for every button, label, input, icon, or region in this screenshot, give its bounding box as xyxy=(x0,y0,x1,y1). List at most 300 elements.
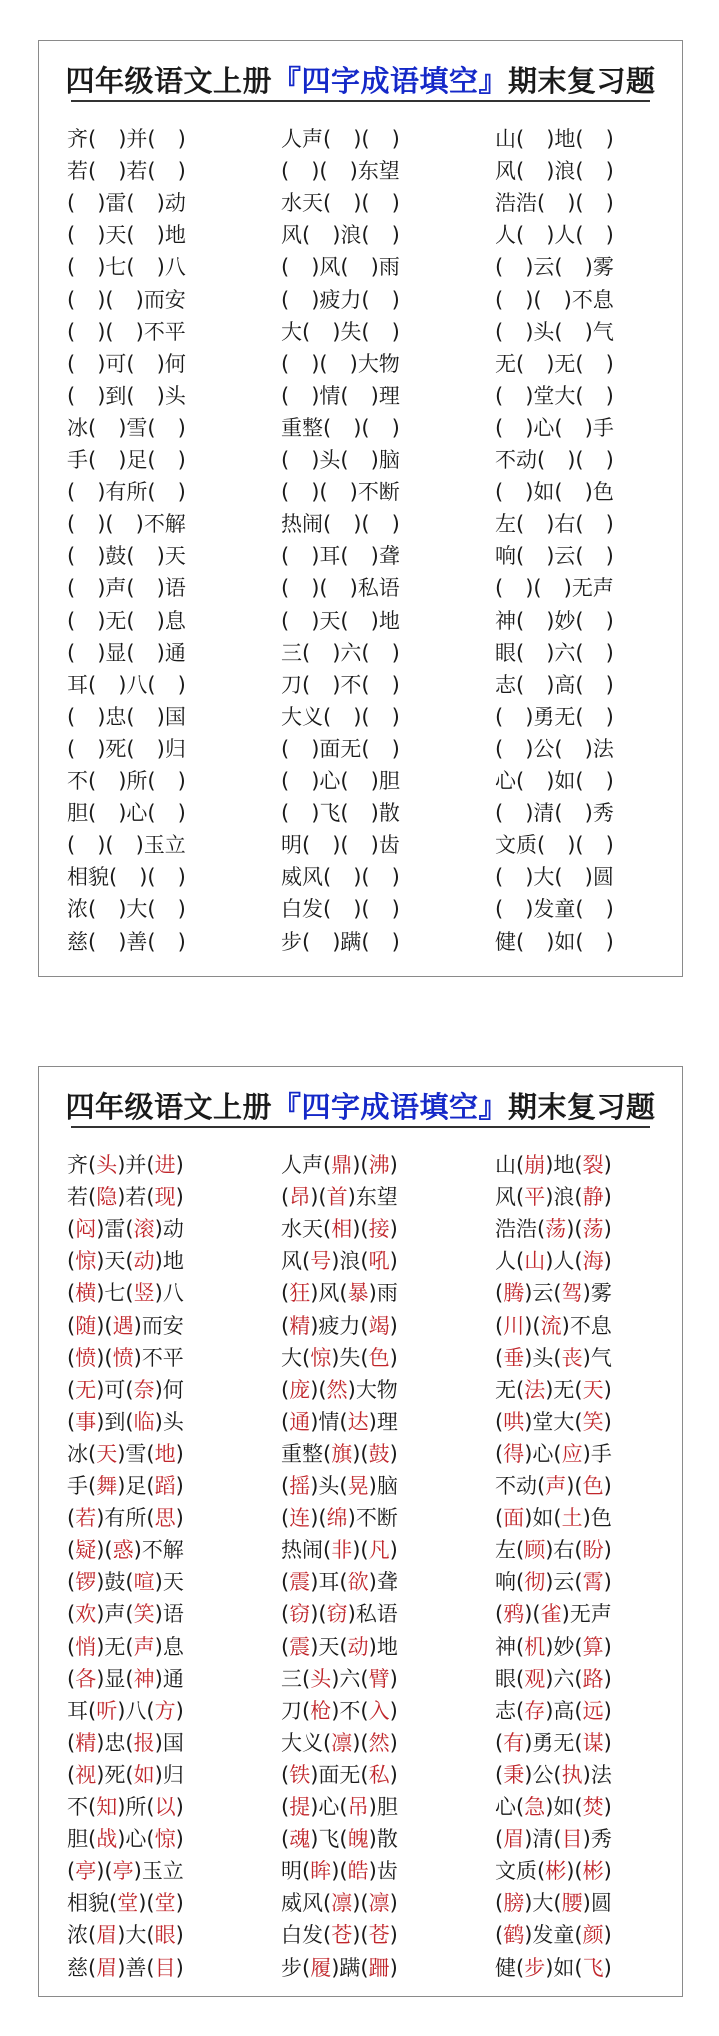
paren-close: ) xyxy=(310,1570,319,1595)
paren-close: ) xyxy=(311,544,320,569)
idiom-char: 神 xyxy=(495,1634,516,1659)
answer-char: 报 xyxy=(133,1730,155,1755)
paren-open: ( xyxy=(516,223,525,248)
answer-char: 各 xyxy=(75,1666,97,1691)
answer-char: 履 xyxy=(310,1955,332,1980)
answer-char: 腰 xyxy=(561,1891,583,1916)
idiom-item xyxy=(67,444,186,476)
paren-close: ) xyxy=(331,1666,340,1691)
title-prefix: 四年级语文上册 xyxy=(65,64,272,98)
paren-open: ( xyxy=(516,544,525,569)
idiom-item xyxy=(495,572,614,604)
paren-open: ( xyxy=(67,223,76,248)
idiom-char: 风 xyxy=(281,1249,302,1274)
paren-open: ( xyxy=(516,640,525,665)
paren-open: ( xyxy=(67,1634,76,1659)
idiom-char: 威风 xyxy=(281,1891,323,1916)
paren-open: ( xyxy=(67,1506,76,1531)
idiom-char: 若 xyxy=(67,1185,88,1210)
idiom-item xyxy=(281,1310,398,1342)
idiom-item xyxy=(281,316,400,348)
answer-char: 得 xyxy=(503,1441,525,1466)
idiom-item xyxy=(281,444,400,476)
idiom-item xyxy=(495,1502,612,1534)
idiom-item xyxy=(67,219,186,251)
paren-close: ) xyxy=(117,1698,126,1723)
paren-open: ( xyxy=(146,1506,155,1531)
answer-char: 疑 xyxy=(75,1538,97,1563)
idiom-char: 心 xyxy=(319,769,341,793)
answer-char: 首 xyxy=(326,1185,348,1210)
answer-char: 入 xyxy=(368,1698,390,1723)
idiom-item xyxy=(67,380,186,412)
idiom-char: 归 xyxy=(162,1762,184,1787)
paren-close: ) xyxy=(545,1249,554,1274)
idiom-char: 风 xyxy=(495,1185,516,1210)
paren-open: ( xyxy=(516,1795,525,1819)
paren-open: ( xyxy=(323,865,332,890)
paren-open: ( xyxy=(340,448,349,472)
paren-close: ) xyxy=(156,223,165,248)
paren-open: ( xyxy=(323,1217,332,1242)
paren-open: ( xyxy=(495,1409,504,1434)
idiom-item xyxy=(281,1245,398,1277)
idiom-char: 通 xyxy=(164,640,186,665)
idiom-char: 齿 xyxy=(378,833,400,858)
idiom-char: 天 xyxy=(162,1570,184,1595)
paren-close: ) xyxy=(154,1570,163,1595)
paren-open: ( xyxy=(302,223,311,248)
paren-open: ( xyxy=(575,929,584,954)
idiom-item xyxy=(495,187,614,219)
paren-close: ) xyxy=(584,865,593,890)
paren-open: ( xyxy=(323,127,332,151)
paren-close: ) xyxy=(389,1955,398,1980)
paren-close: ) xyxy=(177,159,186,184)
paren-open: ( xyxy=(495,255,504,280)
paren-open: ( xyxy=(361,736,370,761)
answer-char: 听 xyxy=(96,1698,118,1723)
idiom-item xyxy=(281,187,400,219)
paren-open: ( xyxy=(146,1185,155,1210)
idiom-char: 圆 xyxy=(592,865,614,890)
paren-open: ( xyxy=(126,191,135,216)
idiom-item xyxy=(281,1823,398,1855)
paren-open: ( xyxy=(574,1666,583,1691)
idiom-char: 东望 xyxy=(355,1185,398,1210)
paren-open: ( xyxy=(125,1634,134,1659)
paren-open: ( xyxy=(318,1506,327,1531)
paren-open: ( xyxy=(67,1281,76,1306)
paren-open: ( xyxy=(574,1377,583,1402)
idiom-char: 忠 xyxy=(104,1730,126,1755)
paren-open: ( xyxy=(323,512,332,537)
paren-close: ) xyxy=(605,769,614,793)
idiom-char: 疲力 xyxy=(319,287,362,312)
paren-open: ( xyxy=(537,833,546,858)
answer-char: 秉 xyxy=(503,1762,525,1787)
paren-close: ) xyxy=(605,223,614,248)
idiom-item xyxy=(67,572,186,604)
paren-open: ( xyxy=(88,1795,97,1819)
answer-char: 彻 xyxy=(524,1570,546,1595)
paren-close: ) xyxy=(389,1762,398,1787)
idiom-item xyxy=(495,476,614,508)
paren-open: ( xyxy=(88,1923,97,1948)
answer-char: 焚 xyxy=(582,1795,604,1819)
idiom-item xyxy=(67,637,186,669)
idiom-char: 雨 xyxy=(378,255,400,280)
idiom-item xyxy=(495,1887,612,1919)
paren-close: ) xyxy=(156,576,165,601)
paren-close: ) xyxy=(349,351,358,376)
paren-close: ) xyxy=(332,319,341,344)
paren-close: ) xyxy=(154,1249,163,1274)
idiom-char: 大义 xyxy=(281,704,323,729)
paren-open: ( xyxy=(302,1859,311,1884)
paren-close: ) xyxy=(117,1923,126,1948)
idiom-char: 秀 xyxy=(592,801,614,826)
idiom-char: 地 xyxy=(164,223,186,248)
paren-open: ( xyxy=(323,191,332,216)
idiom-char: 所 xyxy=(125,1795,147,1819)
idiom-item xyxy=(495,1277,612,1309)
idiom-char: 堂大 xyxy=(532,1409,575,1434)
idiom-item xyxy=(495,669,614,701)
idiom-item xyxy=(67,1374,184,1406)
paren-close: ) xyxy=(177,415,186,440)
idiom-char: 如 xyxy=(532,1506,554,1531)
paren-open: ( xyxy=(516,1634,525,1659)
answer-char: 苍 xyxy=(331,1923,353,1948)
paren-open: ( xyxy=(88,159,97,184)
answer-char: 丧 xyxy=(561,1345,583,1370)
paren-close: ) xyxy=(546,512,555,537)
paren-close: ) xyxy=(389,1441,398,1466)
answer-char: 颜 xyxy=(582,1923,604,1948)
paren-open: ( xyxy=(575,159,584,184)
paren-close: ) xyxy=(368,1827,377,1852)
idiom-item xyxy=(495,1406,612,1438)
idiom-char: 大物 xyxy=(355,1377,398,1402)
idiom-item xyxy=(67,1823,184,1855)
paren-open: ( xyxy=(146,1923,155,1948)
answer-char: 算 xyxy=(582,1634,604,1659)
paren-close: ) xyxy=(175,1923,184,1948)
idiom-char: 雾 xyxy=(590,1281,612,1306)
paren-close: ) xyxy=(310,1313,319,1338)
idiom-char: 玉立 xyxy=(143,833,186,858)
idiom-char: 水天 xyxy=(281,191,323,216)
paren-close: ) xyxy=(545,1955,554,1980)
paren-open: ( xyxy=(67,1249,76,1274)
paren-close: ) xyxy=(154,1409,163,1434)
paren-open: ( xyxy=(318,1185,327,1210)
paren-close: ) xyxy=(349,576,358,601)
idiom-char: 蹒 xyxy=(340,929,362,954)
paren-open: ( xyxy=(302,929,311,954)
idiom-char: 堂大 xyxy=(533,383,576,408)
answer-char: 吊 xyxy=(347,1795,369,1819)
paren-close: ) xyxy=(353,897,362,922)
paren-close: ) xyxy=(311,576,320,601)
paren-close: ) xyxy=(391,512,400,537)
idiom-char: 重整 xyxy=(281,415,323,440)
answer-char: 法 xyxy=(524,1377,546,1402)
answer-char: 盼 xyxy=(582,1538,604,1563)
answer-char: 头 xyxy=(96,1153,118,1177)
paren-close: ) xyxy=(349,480,358,505)
idiom-char: 不解 xyxy=(143,512,186,537)
idiom-char: 地 xyxy=(553,1153,575,1177)
idiom-char: 文质 xyxy=(495,833,537,858)
paren-close: ) xyxy=(175,1506,184,1531)
idiom-char: 风 xyxy=(318,1281,340,1306)
idiom-item xyxy=(281,1887,398,1919)
idiom-char: 死 xyxy=(104,1762,126,1787)
paren-close: ) xyxy=(175,1474,184,1498)
answer-char: 天 xyxy=(582,1377,604,1402)
paren-open: ( xyxy=(281,448,290,472)
answer-char: 动 xyxy=(133,1249,155,1274)
idiom-char: 风 xyxy=(319,255,341,280)
paren-close: ) xyxy=(389,1538,398,1563)
idiom-item xyxy=(67,669,186,701)
paren-open: ( xyxy=(323,1891,332,1916)
paren-open: ( xyxy=(361,897,370,922)
paren-close: ) xyxy=(96,1281,105,1306)
idiom-char: 八 xyxy=(164,255,186,280)
idiom-char: 勇无 xyxy=(533,704,576,729)
idiom-char: 大物 xyxy=(357,351,400,376)
paren-open: ( xyxy=(323,1441,332,1466)
answer-char: 狂 xyxy=(289,1281,311,1306)
paren-open: ( xyxy=(495,1923,504,1948)
paren-open: ( xyxy=(574,1923,583,1948)
paren-open: ( xyxy=(88,415,97,440)
idiom-item xyxy=(281,1759,398,1791)
idiom-item xyxy=(67,733,186,765)
paren-open: ( xyxy=(516,1185,525,1210)
idiom-item xyxy=(67,797,186,829)
paren-close: ) xyxy=(605,672,614,697)
answer-char: 临 xyxy=(133,1409,155,1434)
idiom-char: 不 xyxy=(67,769,88,793)
paren-close: ) xyxy=(525,383,534,408)
idiom-char: 何 xyxy=(162,1377,184,1402)
paren-close: ) xyxy=(605,929,614,954)
idiom-char: 无 xyxy=(495,1377,516,1402)
answer-char: 滚 xyxy=(133,1217,155,1242)
idiom-char: 刀 xyxy=(281,672,302,697)
paren-open: ( xyxy=(281,801,290,826)
paren-close: ) xyxy=(331,1249,340,1274)
paren-open: ( xyxy=(126,223,135,248)
paren-open: ( xyxy=(575,127,584,151)
idiom-item xyxy=(67,605,186,637)
paren-close: ) xyxy=(545,1698,554,1723)
idiom-char: 何 xyxy=(164,351,186,376)
answer-char: 观 xyxy=(524,1666,546,1691)
paren-open: ( xyxy=(146,1474,155,1498)
paren-close: ) xyxy=(97,512,106,537)
idiom-char: 明 xyxy=(281,1859,302,1884)
paren-close: ) xyxy=(546,672,555,697)
paren-open: ( xyxy=(575,223,584,248)
paren-open: ( xyxy=(67,608,76,633)
title-highlight: 『四字成语填空』 xyxy=(271,1090,508,1124)
idiom-item xyxy=(67,1855,184,1887)
paren-open: ( xyxy=(67,736,76,761)
idiom-char: 语 xyxy=(162,1602,184,1627)
paren-close: ) xyxy=(311,769,320,793)
paren-open: ( xyxy=(302,1698,311,1723)
paren-close: ) xyxy=(525,576,534,601)
title-underline xyxy=(71,1126,650,1128)
paren-open: ( xyxy=(537,191,546,216)
idiom-char: 耳 xyxy=(319,544,341,569)
paren-close: ) xyxy=(391,127,400,151)
idiom-char: 失 xyxy=(340,319,362,344)
paren-close: ) xyxy=(603,1538,612,1563)
idiom-item xyxy=(495,1181,612,1213)
paren-open: ( xyxy=(339,1827,348,1852)
idiom-item xyxy=(67,1277,184,1309)
answer-char: 眉 xyxy=(96,1923,118,1948)
idiom-item xyxy=(281,123,400,155)
answer-char: 远 xyxy=(582,1698,604,1723)
idiom-char: 心 xyxy=(495,769,516,793)
paren-close: ) xyxy=(389,1313,398,1338)
idiom-char: 色 xyxy=(590,1506,612,1531)
idiom-char: 无 xyxy=(554,351,576,376)
idiom-char: 不断 xyxy=(355,1506,398,1531)
paren-close: ) xyxy=(524,1891,533,1916)
idiom-item xyxy=(67,1566,184,1598)
answer-char: 闷 xyxy=(75,1217,97,1242)
paren-close: ) xyxy=(605,383,614,408)
title-underline xyxy=(71,100,650,102)
answer-char: 裂 xyxy=(582,1153,604,1177)
answer-char: 非 xyxy=(331,1538,353,1563)
paren-close: ) xyxy=(525,704,534,729)
idiom-char: 不息 xyxy=(569,1313,612,1338)
paren-open: ( xyxy=(339,1474,348,1498)
paren-close: ) xyxy=(525,736,534,761)
paren-open: ( xyxy=(516,1538,525,1563)
idiom-item xyxy=(281,1663,398,1695)
idiom-char: 白发 xyxy=(281,897,323,922)
paren-open: ( xyxy=(339,1409,348,1434)
paren-close: ) xyxy=(175,1955,184,1980)
paren-open: ( xyxy=(302,319,311,344)
paren-open: ( xyxy=(360,1762,369,1787)
answer-char: 鼓 xyxy=(368,1441,390,1466)
paren-close: ) xyxy=(118,801,127,826)
paren-open: ( xyxy=(125,1602,134,1627)
paren-open: ( xyxy=(574,1570,583,1595)
paren-open: ( xyxy=(553,1827,562,1852)
idiom-item xyxy=(67,1534,184,1566)
idiom-char: 蹒 xyxy=(339,1955,361,1980)
answer-char: 动 xyxy=(347,1634,369,1659)
idiom-char: 刀 xyxy=(281,1698,302,1723)
paren-close: ) xyxy=(310,1602,319,1627)
idiom-char: 并 xyxy=(126,127,148,151)
paren-close: ) xyxy=(524,1602,533,1627)
paren-open: ( xyxy=(146,1153,155,1177)
worksheet-title xyxy=(39,1085,682,1126)
idiom-item xyxy=(67,187,186,219)
paren-close: ) xyxy=(525,801,534,826)
idiom-char: 响 xyxy=(495,1570,516,1595)
paren-open: ( xyxy=(574,1409,583,1434)
idiom-char: 天 xyxy=(319,608,341,633)
paren-close: ) xyxy=(96,1538,105,1563)
idiom-item xyxy=(67,1342,184,1374)
idiom-char: 鼓 xyxy=(104,1570,126,1595)
paren-close: ) xyxy=(605,704,614,729)
idiom-char: 理 xyxy=(376,1409,398,1434)
answer-char: 崩 xyxy=(524,1153,546,1177)
paren-open: ( xyxy=(553,1345,562,1370)
answer-char: 驾 xyxy=(561,1281,583,1306)
answer-char: 霄 xyxy=(582,1570,604,1595)
paren-open: ( xyxy=(554,865,563,890)
paren-open: ( xyxy=(126,544,135,569)
idiom-item xyxy=(495,605,614,637)
idiom-char: 热闹 xyxy=(281,1538,323,1563)
idiom-char: 右 xyxy=(553,1538,575,1563)
idiom-char: 若 xyxy=(67,159,88,184)
paren-close: ) xyxy=(524,1827,533,1852)
paren-close: ) xyxy=(582,1281,591,1306)
paren-close: ) xyxy=(370,833,379,858)
paren-open: ( xyxy=(554,415,563,440)
paren-open: ( xyxy=(323,897,332,922)
idiom-item xyxy=(495,1952,612,1984)
paren-close: ) xyxy=(347,1377,356,1402)
paren-open: ( xyxy=(67,351,76,376)
paren-open: ( xyxy=(323,1153,332,1177)
idiom-char: 心 xyxy=(126,801,148,826)
paren-open: ( xyxy=(67,544,76,569)
idiom-char: 失 xyxy=(339,1345,361,1370)
idiom-char: 无 xyxy=(105,608,127,633)
paren-open: ( xyxy=(302,1955,311,1980)
paren-close: ) xyxy=(584,415,593,440)
idiom-char: 不动 xyxy=(495,1474,537,1498)
idiom-item xyxy=(67,701,186,733)
paren-open: ( xyxy=(147,865,156,890)
paren-open: ( xyxy=(126,351,135,376)
paren-close: ) xyxy=(175,1827,184,1852)
idiom-item xyxy=(67,1695,184,1727)
paren-open: ( xyxy=(516,351,525,376)
paren-open: ( xyxy=(495,1506,504,1531)
idiom-char: 国 xyxy=(164,704,186,729)
idiom-char: 大 xyxy=(533,865,555,890)
title-highlight: 『四字成语填空』 xyxy=(271,64,508,98)
idiom-char: 浩浩 xyxy=(495,191,537,216)
paren-close: ) xyxy=(353,127,362,151)
paren-open: ( xyxy=(360,1923,369,1948)
paren-open: ( xyxy=(319,159,328,184)
paren-open: ( xyxy=(88,1185,97,1210)
idiom-char: 手 xyxy=(67,1474,88,1498)
idiom-char: 大 xyxy=(532,1891,554,1916)
paren-open: ( xyxy=(281,608,290,633)
